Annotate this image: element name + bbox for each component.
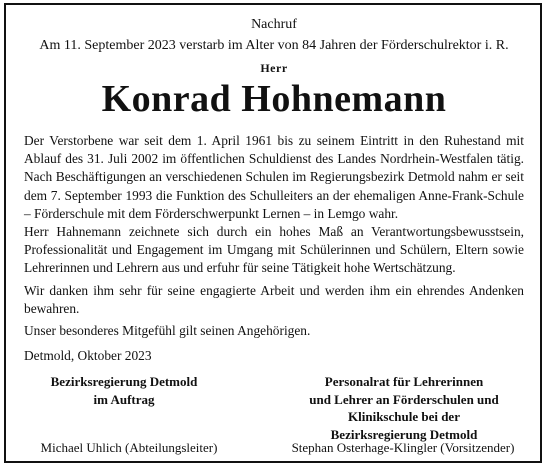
place-date: Detmold, Oktober 2023 bbox=[24, 348, 152, 363]
honorific: Herr bbox=[260, 61, 288, 75]
condolence-paragraph: Unser besonderes Mitgefühl gilt seinen Angehörigen. bbox=[24, 323, 311, 338]
signature-block-left bbox=[24, 373, 224, 408]
notice-heading: Nachruf bbox=[251, 17, 297, 32]
left-signer-name: Michael Uhlich (Abteilungsleiter) bbox=[40, 440, 218, 455]
deceased-name: Konrad Hohnemann bbox=[101, 78, 447, 120]
appreciation-paragraph: Herr Hahnemann zeichnete sich durch ein hohes Maß an Verantwortungsbewusstsein, Professionalität und Engagement im Umgang mit Schülerinnen und Schülern, Eltern sowie Lehrerinnen und Lehrern aus und erfuhr für seine Tätigkeit hohe Wertschätzung. bbox=[24, 224, 524, 276]
obituary-notice bbox=[4, 3, 542, 463]
right-organization-line: Klinikschule bei der bbox=[348, 409, 460, 424]
gratitude-paragraph: Wir danken ihm sehr für seine engagierte Arbeit und werden ihm ein ehrendes Andenken bewahren. bbox=[24, 283, 524, 317]
right-organization-line: Personalrat für Lehrerinnen bbox=[324, 374, 484, 389]
left-organization-line: im Auftrag bbox=[93, 391, 155, 407]
obituary-content bbox=[24, 5, 524, 461]
signature-block-right bbox=[284, 373, 524, 443]
career-paragraph: Der Verstorbene war seit dem 1. April 1961 bis zu seinem Eintritt in den Ruhestand mit Ablauf des 31. Juli 2002 im öffentlichen Schuldienst des Landes Nordrhein-Westfalen tätig. Nach Beschäftigungen an verschiedenen Schulen im Regierungsbezirk Detmold nahm er seit dem 7. September 1993 die Funktion des Schulleiters an der ehemaligen Anne-Frank-Schule – Förderschule mit dem Förderschwerpunkt Lernen – in Lemgo wahr. bbox=[24, 133, 524, 221]
death-announcement: Am 11. September 2023 verstarb im Alter von 84 Jahren der Förderschulrektor i. R. bbox=[39, 38, 509, 53]
right-organization-line: und Lehrer an Förderschulen und bbox=[309, 391, 499, 407]
right-organization-line: Bezirksregierung Detmold bbox=[330, 426, 478, 442]
left-organization-line: Bezirksregierung Detmold bbox=[50, 374, 198, 389]
right-signer-name: Stephan Osterhage-Klingler (Vorsitzender) bbox=[291, 440, 515, 455]
